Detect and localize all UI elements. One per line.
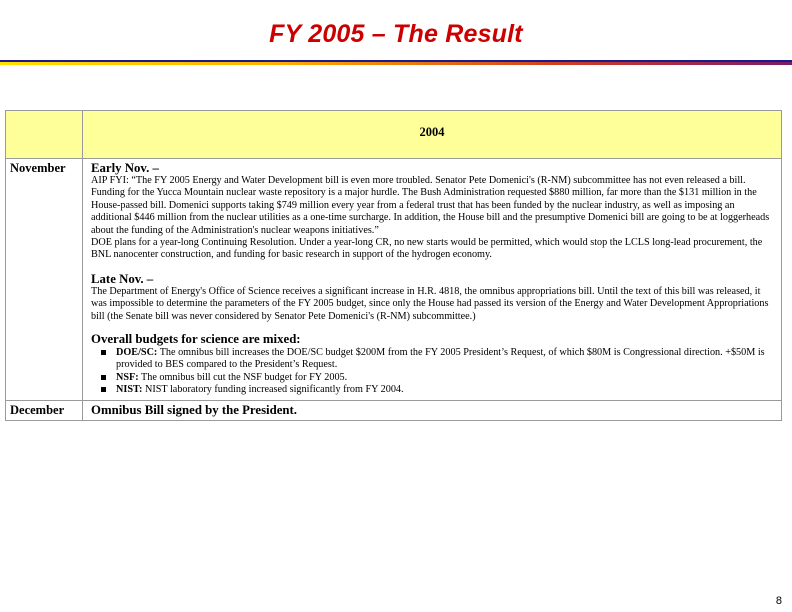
aip-fyi-text: AIP FYI: “The FY 2005 Energy and Water Development bill is even more troubled. Senator Pete Domenici's (R-NM) subcommittee has not even released a bill. Funding for the Yucca Mountain nuclear waste repository is a major hurdle. The Bush Administration requested $880 million, far more than the $131 million in the House-passed bill. Domenici supports taking $749 million every year from a federal trust that has been funded by the nuclear industry, as well as imposing an additional $446 million from the nuclear utilities as a one-time surcharge. In addition, the House bill and the presumptive Domenici bill are going to be at loggerheads about the funding of the Administration's nuclear weapons initiatives.” [91,175,770,236]
year-header: 2004 [83,111,782,159]
header-empty-cell [6,111,83,159]
bullet-text: The omnibus bill increases the DOE/SC budget $200M from the FY 2005 President’s Request, of which $80M is Congressional direction. +$50M is provided to BES compared to the President’s Request. [116,347,765,371]
timeline-table [5,110,782,421]
month-cell-december: December [6,400,83,420]
december-content: Omnibus Bill signed by the President. [83,400,782,420]
november-content [83,159,782,401]
table-row-november [6,159,782,401]
late-nov-heading: Late Nov. – [91,271,154,286]
bullet-label: NIST: [116,384,143,396]
overall-budgets-heading: Overall budgets for science are mixed: [91,332,301,347]
early-nov-heading: Early Nov. – [91,161,159,175]
slide-title: FY 2005 – The Result [269,20,523,48]
late-nov-text: The Department of Energy's Office of Science receives a significant increase in H.R. 4818, the omnibus appropriations bill. Until the text of this bill was released, it was impossible to determine the parameters of the FY 2005 budget, since only the House had passed its version of the Energy and Water Development Appropriations bill (the Senate bill was never considered by Senator Pete Domenici's (R-NM) subcommittee.) [91,285,769,322]
bullet-label: NSF: [116,371,139,383]
budget-bullet-list [91,347,775,397]
bullet-label: DOE/SC: [116,347,158,359]
doe-plans-text: DOE plans for a year-long Continuing Resolution. Under a year-long CR, no new starts would be permitted, which would stop the LCLS long-lead procurement, the BNL nanocenter construction, and funding for basic research in support of the hydrogen economy. [91,237,763,261]
table-row-december [6,400,782,420]
bullet-text: The omnibus bill cut the NSF budget for FY 2005. [138,371,348,383]
square-bullet-icon [101,375,106,380]
bullet-text: NIST laboratory funding increased significantly from FY 2004. [142,384,404,396]
bullet-doe-sc [91,347,775,372]
square-bullet-icon [101,350,106,355]
month-cell-november: November [6,159,83,401]
title-rule-gradient [0,62,792,65]
page-number: 8 [775,595,782,607]
square-bullet-icon [101,387,106,392]
bullet-nist [91,384,775,396]
table-header-row [6,111,782,159]
bullet-nsf [91,372,775,384]
